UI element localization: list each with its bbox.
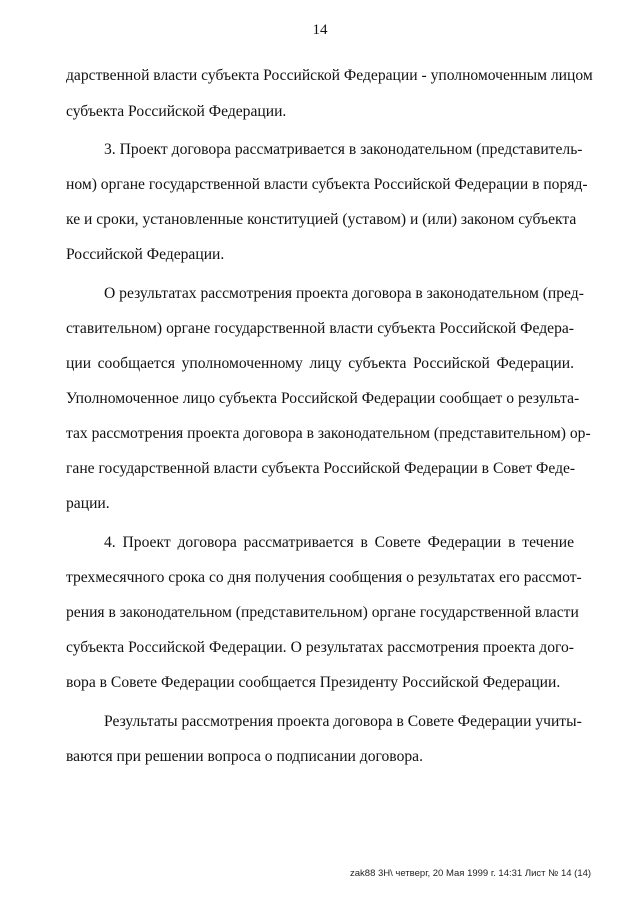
text-line: рации. <box>66 495 110 512</box>
text-line: ставительном) органе государственной власти субъекта Российской Федера- <box>66 320 574 337</box>
text-line: ном) органе государственной власти субъекта Российской Федерации в поряд- <box>66 176 588 193</box>
text-line: рения в законодательном (представительном) органе государственной власти <box>66 604 579 621</box>
text-line: Результаты рассмотрения проекта договора в Совете Федерации учиты- <box>104 713 582 730</box>
text-line: вора в Совете Федерации сообщается Президенту Российской Федерации. <box>66 674 561 691</box>
page-footer: zak88 3Н\ четверг, 20 Мая 1999 г. 14:31 Лист № 14 (14) <box>350 868 592 879</box>
text-line: трехмесячного срока со дня получения сообщения о результатах его рассмот- <box>66 569 582 586</box>
text-line: Уполномоченное лицо субъекта Российской Федерации сообщает о результа- <box>66 390 580 407</box>
text-line: тах рассмотрения проекта договора в законодательном (представительном) ор- <box>66 425 591 442</box>
text-line: дарственной власти субъекта Российской Федерации - уполномоченным лицом <box>66 67 593 84</box>
text-line: субъекта Российской Федерации. О результатах рассмотрения проекта дого- <box>66 639 574 656</box>
text-line: ке и сроки, установленные конституцией (уставом) и (или) законом субъекта <box>66 211 577 228</box>
text-line: субъекта Российской Федерации. <box>66 103 287 120</box>
page-number: 14 <box>312 22 328 38</box>
text-line: О результатах рассмотрения проекта договора в законодательном (пред- <box>104 285 584 302</box>
text-line: Российской Федерации. <box>66 246 225 263</box>
text-line: гане государственной власти субъекта Российской Федерации в Совет Феде- <box>66 460 576 477</box>
text-line: ваются при решении вопроса о подписании договора. <box>66 748 423 765</box>
text-line: 4. Проект договора рассматривается в Совете Федерации в течение <box>104 534 574 551</box>
text-line: ции сообщается уполномоченному лицу субъекта Российской Федерации. <box>66 355 574 372</box>
text-line: 3. Проект договора рассматривается в законодательном (представитель- <box>104 141 583 158</box>
